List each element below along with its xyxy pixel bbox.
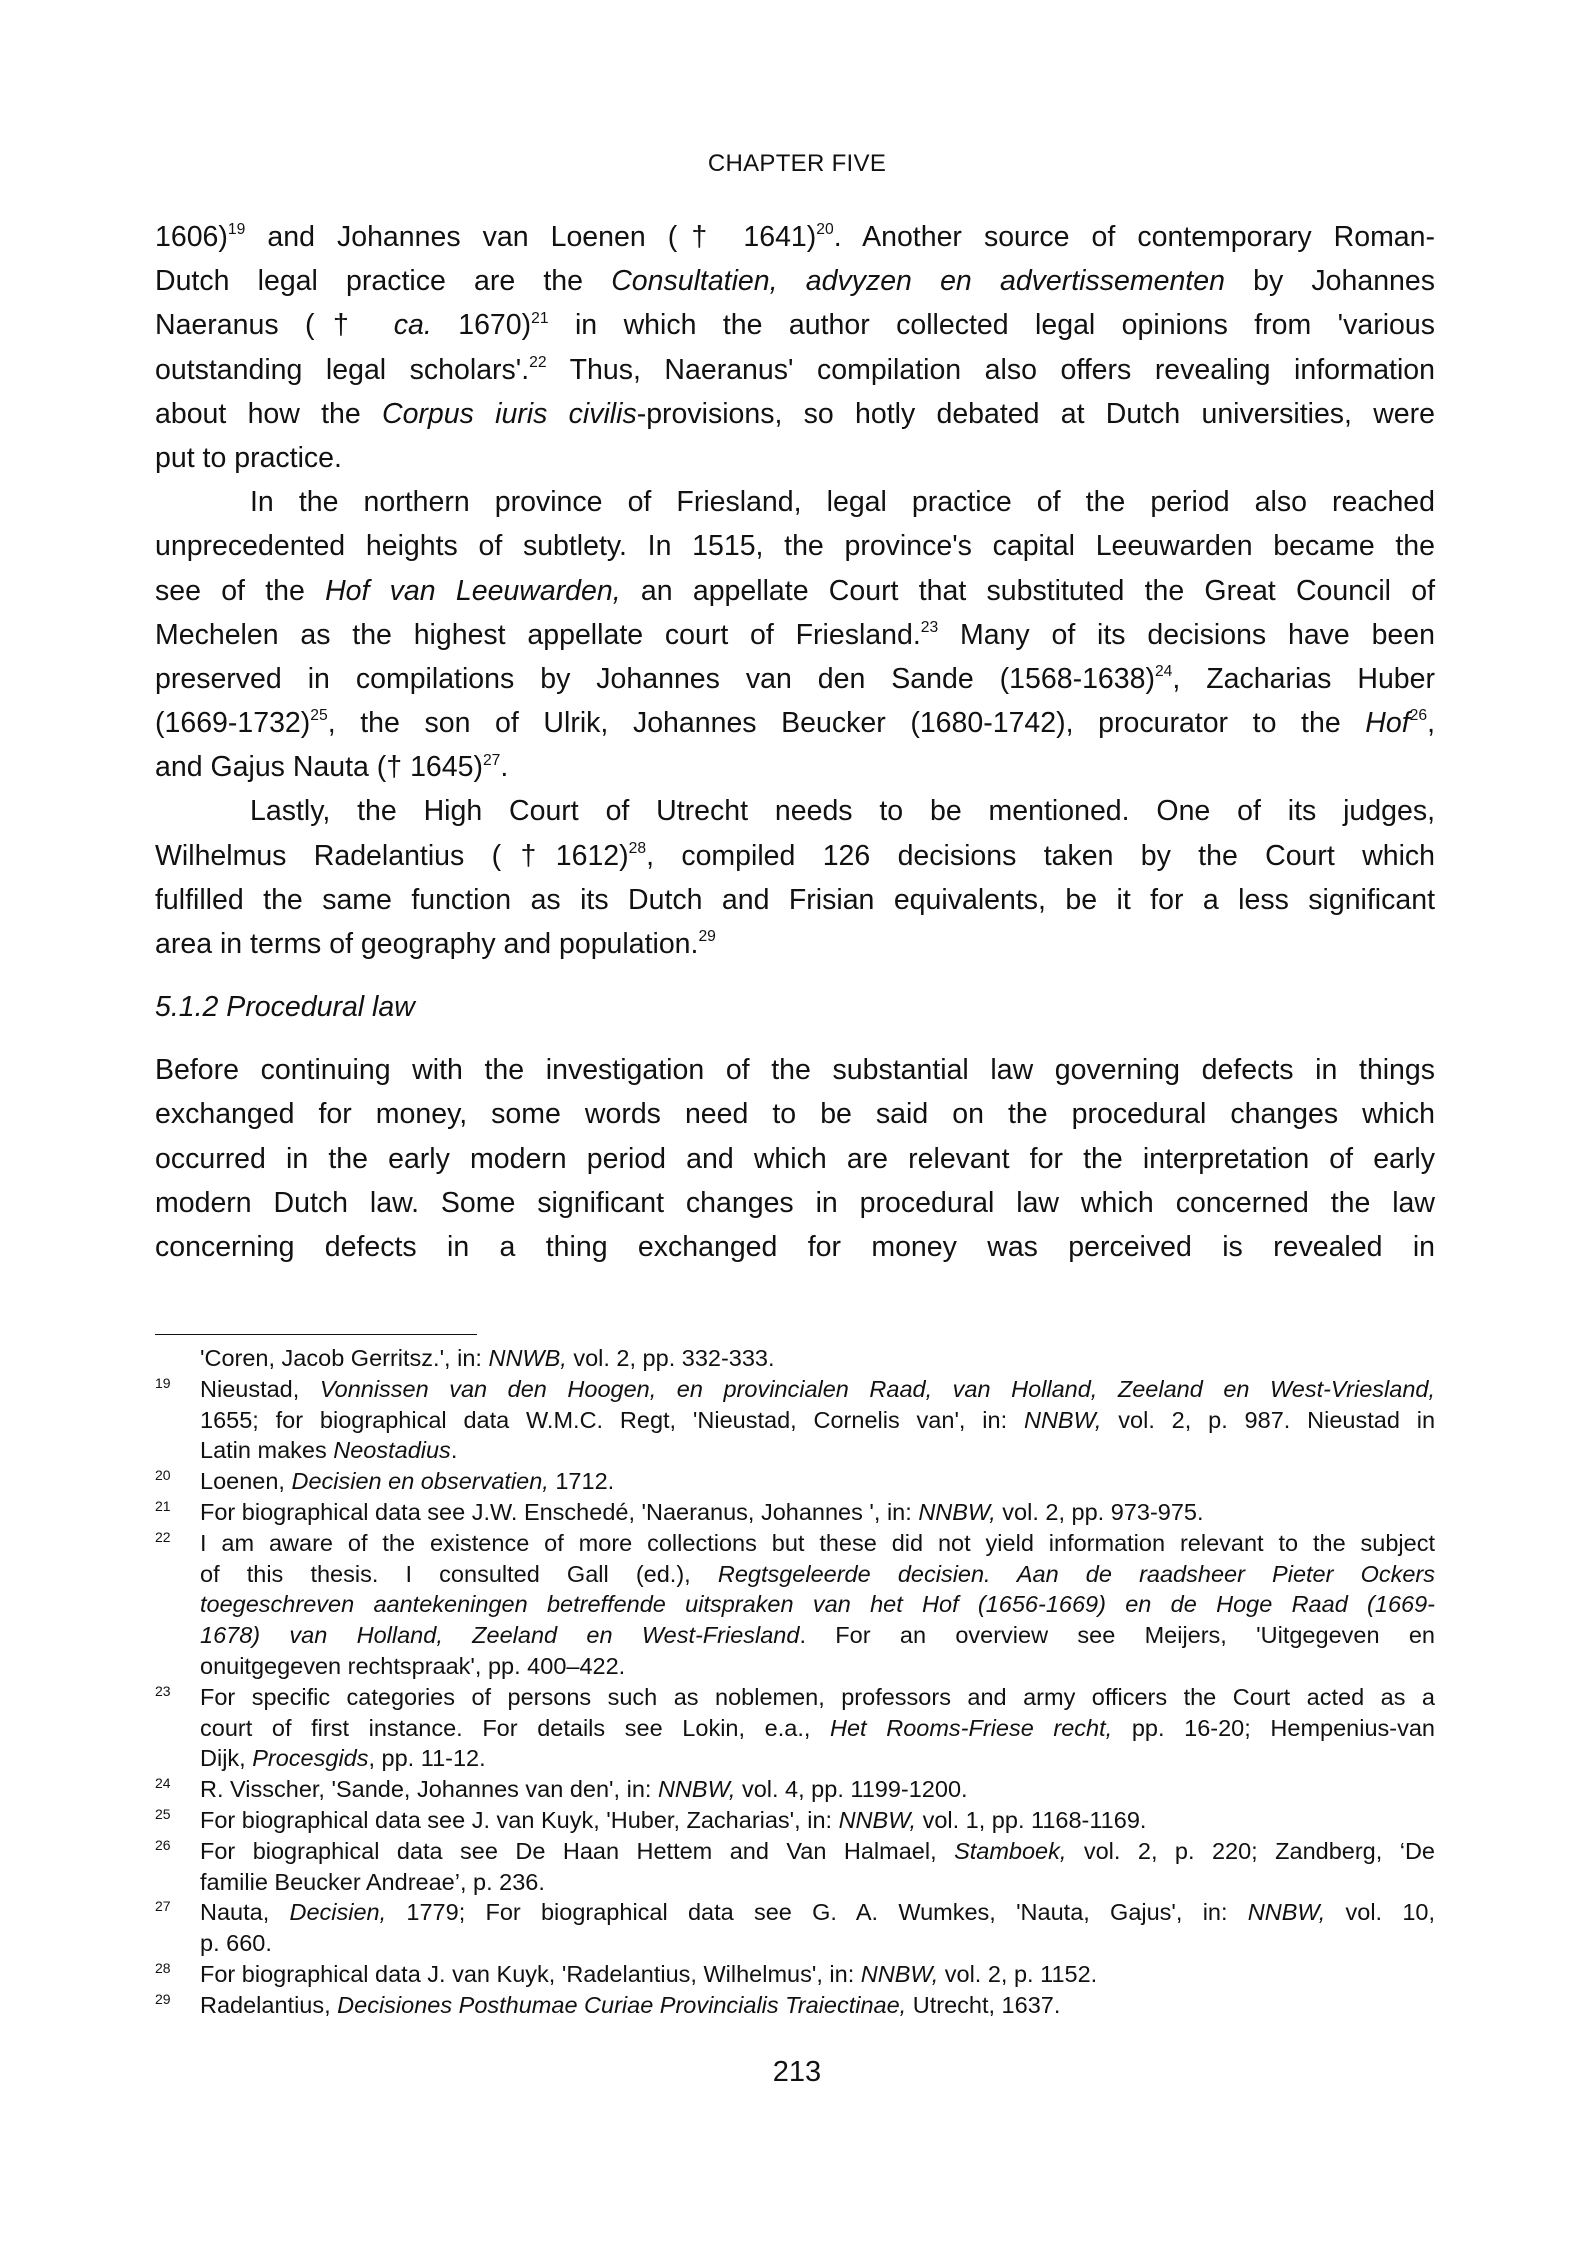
italic-text: Hof van Leeuwarden, [325,574,621,607]
italic-text: Decisiones Posthumae Curiae Provincialis Traiectinae, [337,1991,907,2018]
text-line [155,789,1435,833]
text-line [200,1405,1435,1436]
italic-text: 1678) van Holland, Zeeland en West-Friesland [200,1622,800,1649]
text-run[interactable]: Latin makes [200,1437,334,1464]
text-run[interactable]: concerning defects in a thing exchanged for money was perceived is revealed in [155,1230,1435,1263]
text-run[interactable]: Before continuing with the investigation of the substantial law governing defects in things [155,1054,1435,1087]
italic-text: NNBW, [657,1776,736,1803]
text-run[interactable]: . [500,751,509,784]
text-run[interactable]: . Another source of contemporary Roman- [833,221,1435,253]
text-run[interactable]: For biographical data J. van Kuyk, 'Radelantius, Wilhelmus', in: [200,1960,861,1987]
text-line [200,1466,1435,1497]
footnote-number: 22 [155,1528,171,1545]
text-run[interactable]: For biographical data see J.W. Enschedé, 'Naeranus, Johannes ', in: [200,1498,919,1525]
text-line [155,1225,1435,1269]
text-run[interactable]: Loenen, [200,1468,292,1495]
italic-text: Het Rooms-Friese recht, [830,1714,1113,1741]
footnote-reference[interactable]: 22 [529,353,547,371]
text-line [155,215,1435,259]
footnote-number: 28 [155,1959,171,1976]
footnote [155,1897,1435,1959]
text-run[interactable]: an appellate Court that substituted the Great Council of [620,574,1436,607]
footnote [155,1528,1435,1682]
footnote-number: 23 [155,1682,171,1699]
text-line [200,1713,1435,1744]
italic-text: toegeschreven aantekeningen betreffende uitspraken van het Hof (1656-1669) en de Hoge Raad (1669- [200,1591,1435,1618]
text-run[interactable]: , [1427,707,1435,740]
text-run[interactable]: 1670) [431,309,532,342]
text-run[interactable]: in which the author collected legal opinions from 'various [548,309,1435,342]
section-heading: 5.1.2 Procedural law [155,991,415,1024]
text-run[interactable]: I am aware of the existence of more collections but these did not yield information relevant to the subject [200,1529,1435,1556]
text-line [200,1836,1435,1867]
footnote-number: 24 [155,1775,171,1792]
text-run[interactable]: . For an overview see Meijers, 'Uitgegeven en [799,1622,1435,1649]
text-run[interactable]: Radelantius, [200,1991,338,2018]
italic-text: NNBW, [918,1498,996,1525]
text-run[interactable]: , Zacharias Huber [1172,662,1436,695]
text-line [200,1343,1435,1374]
text-line [200,1374,1435,1405]
footnote [155,1959,1435,1990]
text-line [155,348,1435,392]
text-line [155,259,1435,303]
text-line [200,1682,1435,1713]
text-run[interactable]: 1606) [155,221,228,253]
text-run[interactable]: by Johannes [1224,265,1435,298]
footnote-reference[interactable]: 20 [816,221,834,239]
text-run[interactable]: 1779; For biographical data see G. A. Wumkes, 'Nauta, Gajus', in: [386,1899,1248,1926]
running-header: CHAPTER FIVE [707,150,887,177]
italic-text: NNBW, [838,1806,917,1833]
text-line [200,1867,1435,1898]
text-line [155,878,1435,922]
italic-text: NNWB, [488,1345,567,1371]
text-run[interactable]: of this thesis. I consulted Gall (ed.), [200,1560,718,1587]
text-run[interactable]: court of first instance. For details see Lokin, e.a., [200,1714,831,1741]
text-run[interactable]: Dutch legal practice are the [155,265,612,298]
italic-text: Corpus iuris civilis [381,397,637,430]
text-run[interactable]: For biographical data see J. van Kuyk, 'Huber, Zacharias', in: [200,1806,839,1833]
footnote [155,1466,1435,1497]
footnote-number: 27 [155,1898,171,1915]
footnote [155,1805,1435,1836]
footnote [155,1774,1435,1805]
text-run[interactable]: about how the [155,397,382,430]
body-paragraphs [155,215,1435,966]
italic-text: Decisien, [289,1899,387,1926]
text-line [200,1620,1435,1651]
text-line [155,613,1435,657]
italic-text: ca. [393,309,432,342]
text-line [155,1181,1435,1225]
text-line [155,303,1435,347]
text-run[interactable]: Many of its decisions have been [938,618,1435,651]
italic-text: NNBW, [860,1960,939,1987]
text-run[interactable]: see of the [155,574,326,607]
footnote-reference[interactable]: 27 [482,751,501,769]
text-run[interactable]: Naeranus († [155,309,394,342]
footnote-reference[interactable]: 29 [698,928,716,946]
italic-text: Decisien en observatien, [291,1468,549,1495]
text-line [155,436,1435,480]
footnote-number: 29 [155,1990,171,2007]
text-line [200,1528,1435,1559]
text-line [155,392,1435,436]
footnote-reference[interactable]: 19 [227,221,246,239]
text-run[interactable]: Thus, Naeranus' compilation also offers revealing information [546,353,1435,386]
text-run[interactable]: and Johannes van Loenen († 1641) [245,221,817,253]
text-line [200,1743,1435,1774]
text-run[interactable]: vol. 2, pp. 973-975. [995,1498,1204,1525]
text-line [200,1805,1435,1836]
text-line [155,834,1435,878]
text-run[interactable]: vol. 10, [1325,1899,1435,1926]
text-run[interactable]: exchanged for money, some words need to be said on the procedural changes which [155,1098,1435,1131]
text-run[interactable]: p. 660. [200,1930,272,1957]
text-line [155,657,1435,701]
text-run[interactable]: preserved in compilations by Johannes van den Sande (1568-1638) [155,662,1155,695]
text-run[interactable]: vol. 2, pp. 332-333. [566,1345,775,1371]
text-line [200,1435,1435,1466]
footnote [155,1682,1435,1774]
text-run[interactable]: unprecedented heights of subtlety. In 1515, the province's capital Leeuwarden became the [155,530,1435,563]
main-text [155,215,1435,1269]
text-line [155,1048,1435,1092]
text-run[interactable]: vol. 1, pp. 1168-1169. [916,1806,1147,1833]
text-line [155,480,1435,524]
text-line [200,1559,1435,1590]
text-run[interactable]: , the son of Ulrik, Johannes Beucker (1680-1742), procurator to the [327,707,1366,740]
page-number: 213 [772,2056,822,2088]
text-run[interactable]: (1669-1732) [155,707,311,740]
text-run[interactable]: vol. 2, p. 220; Zandberg, ‘De [1066,1837,1435,1864]
italic-text: Neostadius [333,1437,451,1464]
text-run[interactable]: Wilhelmus Radelantius (†1612) [155,839,629,872]
text-run[interactable]: vol. 2, p. 1152. [938,1960,1098,1987]
text-run[interactable]: 1655; for biographical data W.M.C. Regt, 'Nieustad, Cornelis van', in: [200,1406,1024,1433]
footnote [155,1343,1435,1374]
text-run[interactable]: , compiled 126 decisions taken by the Court which [646,839,1435,872]
text-run[interactable]: and Gajus Nauta († 1645) [155,751,483,784]
footnote-number: 25 [155,1805,171,1822]
footnote [155,1990,1435,2021]
footnote [155,1836,1435,1898]
text-run[interactable]: In the northern province of Friesland, legal practice of the period also reached [250,486,1435,519]
italic-text: Vonnissen van den Hoogen, en provincialen Raad, van Holland, Zeeland en West-Vriesland, [319,1375,1435,1402]
footnote-reference[interactable]: 28 [628,839,647,857]
italic-text: NNBW, [1247,1899,1326,1926]
text-run[interactable]: Utrecht, 1637. [906,1991,1061,2018]
text-run[interactable]: -provisions, so hotly debated at Dutch universities, were [636,397,1435,430]
text-line [155,1092,1435,1136]
text-run[interactable]: 'Coren, Jacob Gerritsz.', in: [200,1345,489,1371]
footnote [155,1374,1435,1466]
paragraph [155,789,1435,966]
text-line [155,745,1435,789]
text-line [200,1497,1435,1528]
text-run[interactable]: fulfilled the same function as its Dutch and Frisian equivalents, be it for a less significant [155,883,1435,916]
text-run[interactable]: , pp. 11-12. [368,1745,486,1772]
text-line [155,922,1435,966]
footnote-number: 21 [155,1497,171,1514]
footnote-number: 26 [155,1836,171,1853]
text-run[interactable]: Lastly, the High Court of Utrecht needs to be mentioned. One of its judges, [250,795,1435,828]
italic-text: Hof [1365,707,1410,740]
text-run[interactable]: modern Dutch law. Some significant changes in procedural law which concerned the law [155,1186,1435,1219]
text-line [155,569,1435,613]
paragraph [155,480,1435,789]
footnote-reference[interactable]: 25 [310,707,328,725]
text-run[interactable]: outstanding legal scholars'. [155,353,530,386]
text-run[interactable]: vol. 4, pp. 1199-1200. [735,1776,968,1803]
italic-text: Stamboek, [954,1837,1067,1864]
text-run[interactable]: area in terms of geography and population. [155,928,699,960]
italic-text: Procesgids [252,1745,369,1772]
footnote-number: 20 [155,1467,171,1484]
text-run[interactable]: Dijk, [200,1745,253,1772]
paragraph [155,1048,1435,1269]
text-line [200,1589,1435,1620]
footnote-number: 19 [155,1374,171,1391]
text-run[interactable]: vol. 2, p. 987. Nieustad in [1101,1406,1436,1433]
text-line [200,1990,1435,2021]
text-run[interactable]: Nieustad, [200,1375,320,1402]
footnotes [155,1343,1435,2021]
text-line [200,1651,1435,1682]
text-run[interactable]: 1712. [548,1468,615,1495]
text-run[interactable]: onuitgegeven rechtspraak', pp. 400–422. [200,1652,626,1679]
italic-text: Consultatien, advyzen en advertissementen [611,265,1225,298]
text-line [200,1774,1435,1805]
text-run[interactable]: For specific categories of persons such as noblemen, professors and army officers the Court acted as a [200,1683,1435,1710]
text-run[interactable]: pp. 16-20; Hempenius-van [1112,1714,1436,1741]
text-run[interactable]: Nauta, [200,1899,290,1926]
text-line [200,1928,1435,1959]
text-run[interactable]: put to practice. [155,441,342,474]
text-run[interactable]: Mechelen as the highest appellate court of Friesland. [155,618,921,651]
text-line [155,701,1435,745]
footnote-reference[interactable]: 21 [531,309,549,327]
text-line [155,524,1435,568]
footnote-reference[interactable]: 24 [1154,663,1173,681]
text-line [200,1897,1435,1928]
text-line [200,1959,1435,1990]
section-paragraphs [155,1048,1435,1269]
footnote [155,1497,1435,1528]
text-run[interactable]: . [450,1437,458,1464]
text-run[interactable]: familie Beucker Andreae’, p. 236. [200,1868,545,1895]
paragraph [155,215,1435,480]
footnote-separator [155,1334,477,1335]
italic-text: Regtsgeleerde decisien. Aan de raadsheer Pieter Ockers [717,1560,1435,1587]
text-run[interactable]: occurred in the early modern period and which are relevant for the interpretation of early [155,1142,1435,1175]
text-run[interactable]: R. Visscher, 'Sande, Johannes van den', in: [200,1776,658,1803]
footnote-reference[interactable]: 26 [1409,707,1428,725]
text-run[interactable]: For biographical data see De Haan Hettem and Van Halmael, [200,1837,955,1864]
text-line [155,1137,1435,1181]
footnote-reference[interactable]: 23 [920,618,939,636]
italic-text: NNBW, [1023,1406,1102,1433]
